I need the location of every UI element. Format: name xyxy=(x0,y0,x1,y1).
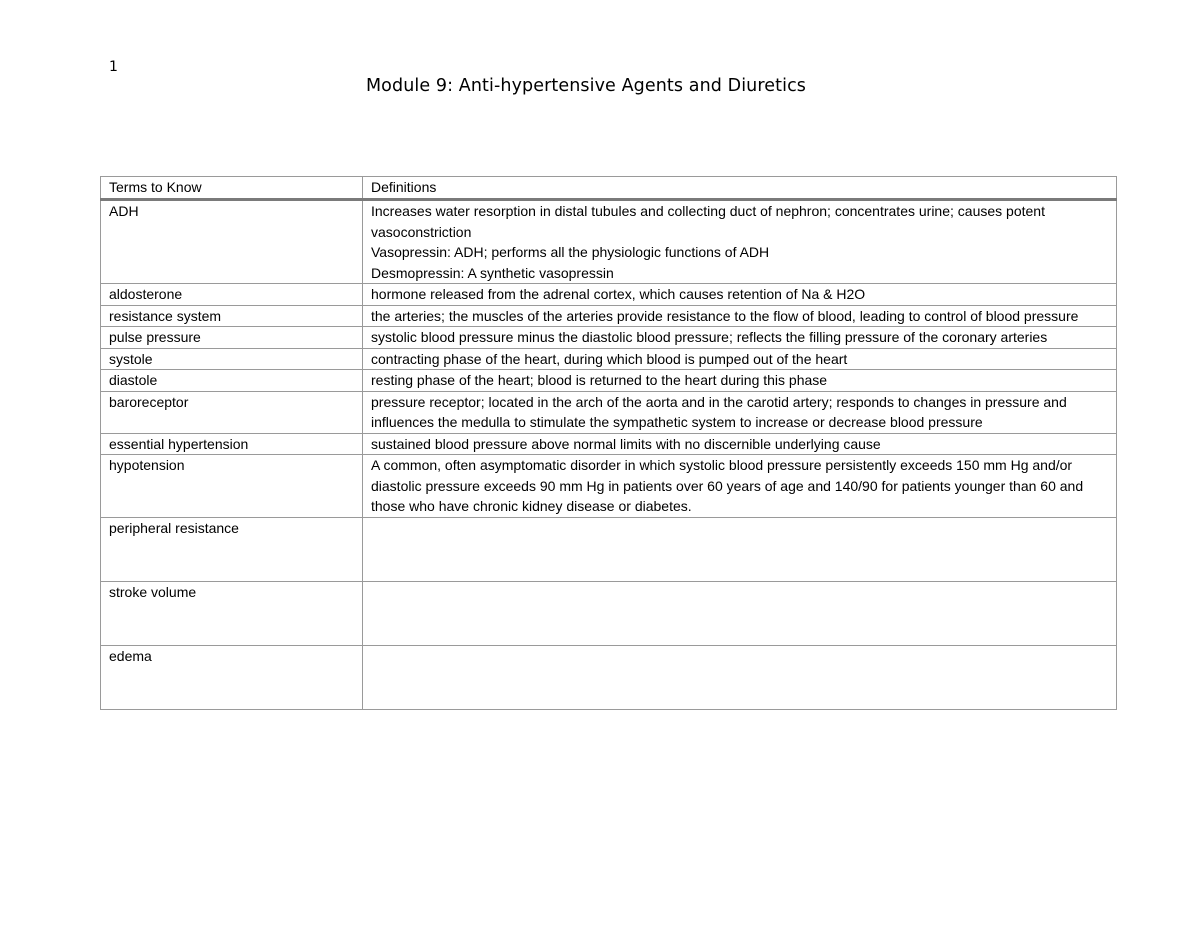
definition-cell: A common, often asymptomatic disorder in which systolic blood pressure persistently exceeds 150 mm Hg and/or diastolic pressure exceeds 90 mm Hg in patients over 60 years of age and 140/90 for patients younger than 60 and those who have chronic kidney disease or diabetes. xyxy=(363,455,1117,518)
table-row xyxy=(101,200,1117,284)
term-cell: aldosterone xyxy=(101,284,363,306)
header-definitions: Definitions xyxy=(363,177,1117,200)
table-header-row xyxy=(101,177,1117,200)
table-row xyxy=(101,391,1117,433)
definition-line: Increases water resorption in distal tubules and collecting duct of nephron; concentrates urine; causes potent vasoconstriction xyxy=(371,203,1045,240)
table-row xyxy=(101,517,1117,581)
definition-cell xyxy=(363,517,1117,581)
definition-cell xyxy=(363,200,1117,284)
table-row xyxy=(101,645,1117,709)
term-cell: systole xyxy=(101,348,363,370)
term-cell: hypotension xyxy=(101,455,363,518)
definition-line: Vasopressin: ADH; performs all the physiologic functions of ADH xyxy=(371,244,770,260)
term-cell: ADH xyxy=(101,200,363,284)
definition-cell: systolic blood pressure minus the diastolic blood pressure; reflects the filling pressure of the coronary arteries xyxy=(363,327,1117,349)
term-cell: pulse pressure xyxy=(101,327,363,349)
definition-cell: sustained blood pressure above normal limits with no discernible underlying cause xyxy=(363,433,1117,455)
term-cell: essential hypertension xyxy=(101,433,363,455)
terms-table xyxy=(100,176,1117,710)
definition-cell xyxy=(363,645,1117,709)
definition-cell: contracting phase of the heart, during which blood is pumped out of the heart xyxy=(363,348,1117,370)
table-row xyxy=(101,455,1117,518)
definition-cell xyxy=(363,581,1117,645)
term-cell: diastole xyxy=(101,370,363,392)
header-terms: Terms to Know xyxy=(101,177,363,200)
term-cell: edema xyxy=(101,645,363,709)
table-row xyxy=(101,433,1117,455)
page-title: Module 9: Anti-hypertensive Agents and Diuretics xyxy=(365,76,807,96)
definition-cell: hormone released from the adrenal cortex, which causes retention of Na & H2O xyxy=(363,284,1117,306)
definition-line: Desmopressin: A synthetic vasopressin xyxy=(371,264,614,281)
definition-cell: resting phase of the heart; blood is returned to the heart during this phase xyxy=(363,370,1117,392)
definition-cell: the arteries; the muscles of the arteries provide resistance to the flow of blood, leading to control of blood pressure xyxy=(363,305,1117,327)
table-row xyxy=(101,327,1117,349)
table-row xyxy=(101,370,1117,392)
term-cell: peripheral resistance xyxy=(101,517,363,581)
term-cell: baroreceptor xyxy=(101,391,363,433)
table-row xyxy=(101,348,1117,370)
table-row xyxy=(101,284,1117,306)
table-row xyxy=(101,581,1117,645)
term-cell: resistance system xyxy=(101,305,363,327)
term-cell: stroke volume xyxy=(101,581,363,645)
table-row xyxy=(101,305,1117,327)
page-number: 1 xyxy=(109,59,118,75)
definition-cell: pressure receptor; located in the arch of the aorta and in the carotid artery; responds to changes in pressure and influences the medulla to stimulate the sympathetic system to increase or decrease blood pressure xyxy=(363,391,1117,433)
